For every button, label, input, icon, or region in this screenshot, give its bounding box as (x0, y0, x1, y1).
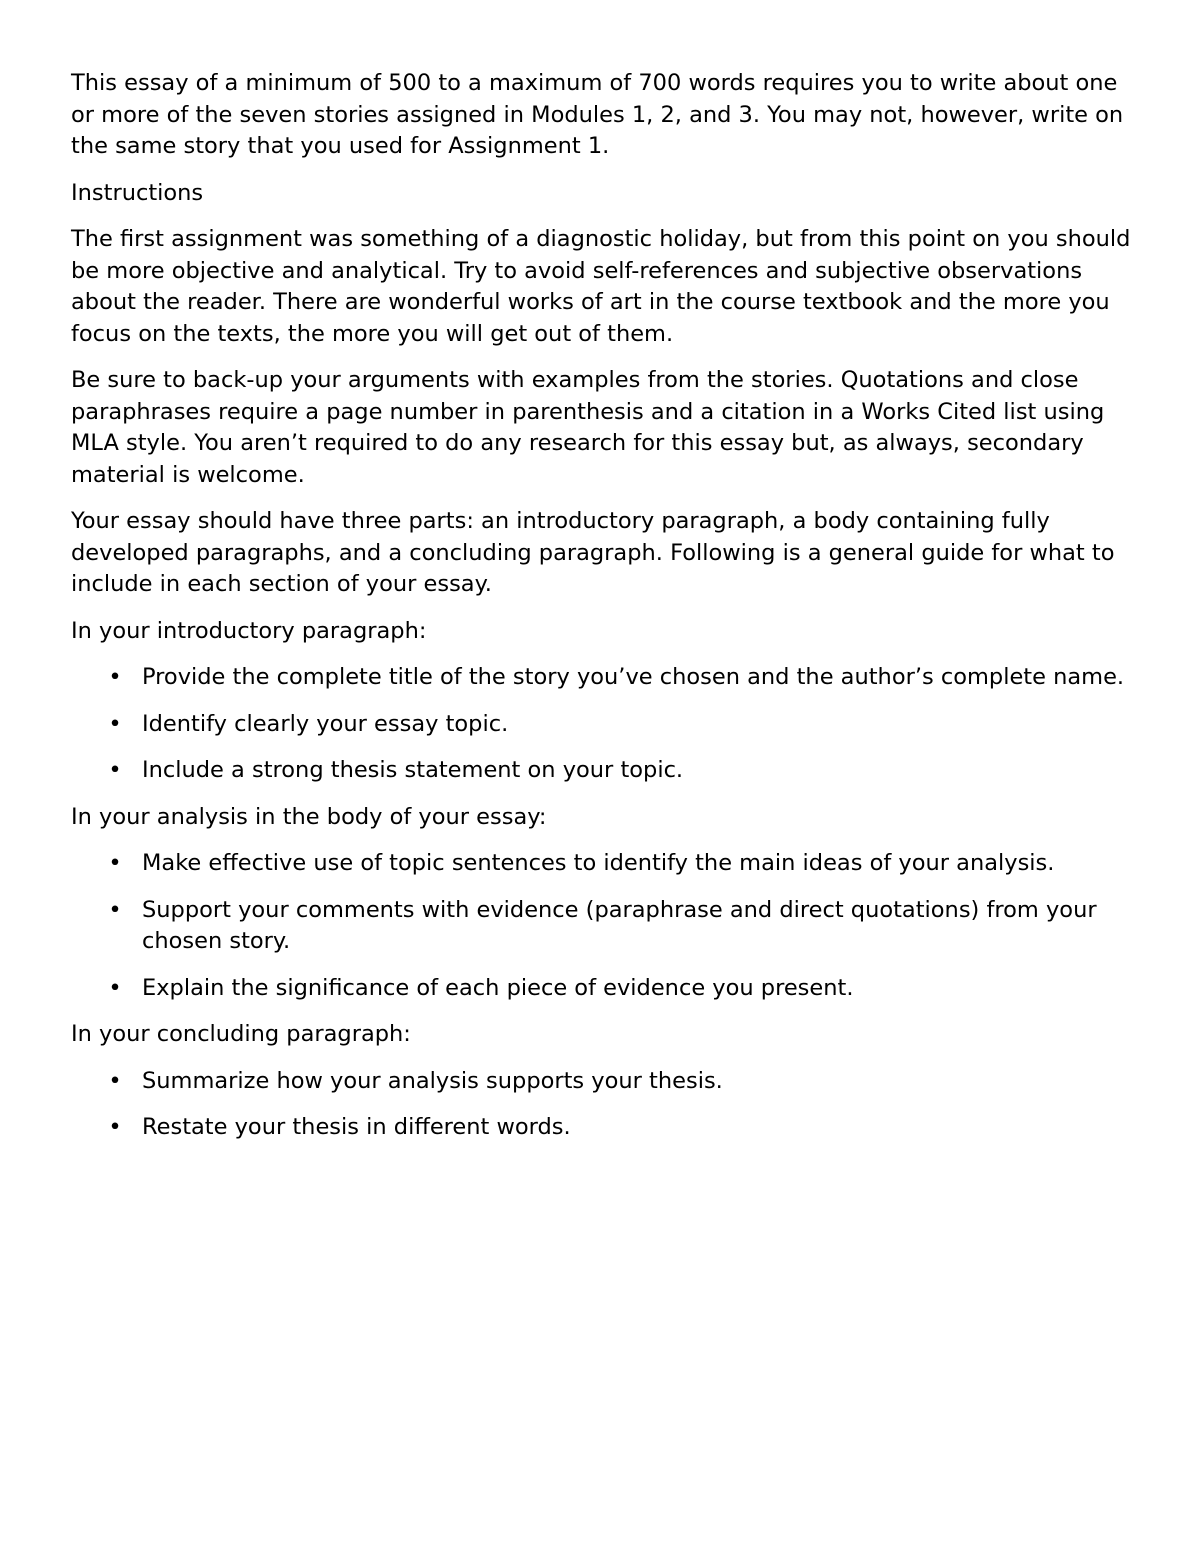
list-item-text: Restate your thesis in different words. (142, 1114, 571, 1140)
bullet-list-conclusion (71, 1066, 1141, 1144)
bullet-icon: • (108, 710, 122, 737)
list-item-text: Provide the complete title of the story you’ve chosen and the author’s complete name. (142, 664, 1125, 690)
list-item (71, 1112, 1141, 1144)
body-paragraph: Be sure to back-up your arguments with examples from the stories. Quotations and close paraphrases require a page number in parenthesis and a citation in a Works Cited list using MLA style. You aren’t required to do any research for this essay but, as always, secondary material is welcome. (71, 367, 1105, 488)
list-item-text: Make effective use of topic sentences to identify the main ideas of your analysis. (142, 850, 1055, 876)
list-item (71, 848, 1141, 880)
document-page (71, 68, 1141, 1159)
bullet-icon: • (108, 664, 122, 690)
bullet-icon: • (108, 757, 122, 783)
bullet-list-introduction (71, 662, 1141, 787)
list-item-text: Summarize how your analysis supports your thesis. (142, 1067, 723, 1094)
bullet-icon: • (108, 1067, 122, 1094)
list-item-text: Identify clearly your essay topic. (142, 710, 509, 737)
instructions-heading: Instructions (71, 179, 204, 206)
bullet-icon: • (108, 896, 122, 923)
list-item (71, 895, 1141, 958)
section-heading-introduction: In your introductory paragraph: (71, 617, 427, 644)
list-item (71, 755, 1141, 787)
list-item-text: Explain the significance of each piece of evidence you present. (142, 974, 854, 1001)
bullet-icon: • (108, 850, 122, 876)
list-item (71, 1066, 1141, 1098)
body-paragraph: Your essay should have three parts: an introductory paragraph, a body containing fully developed paragraphs, and a concluding paragraph. Following is a general guide for what to include in each section of your essay. (71, 508, 1115, 597)
section-heading-conclusion: In your concluding paragraph: (71, 1021, 411, 1047)
list-item-text: Include a strong thesis statement on your topic. (142, 757, 684, 783)
section-heading-body: In your analysis in the body of your essay: (71, 803, 547, 830)
intro-paragraph: This essay of a minimum of 500 to a maximum of 700 words requires you to write about one or more of the seven stories assigned in Modules 1, 2, and 3. You may not, however, write on the same story that you used for Assignment 1. (71, 70, 1124, 159)
list-item (71, 662, 1141, 694)
bullet-icon: • (108, 1114, 122, 1140)
bullet-icon: • (108, 974, 122, 1001)
list-item (71, 709, 1141, 741)
body-paragraph: The first assignment was something of a diagnostic holiday, but from this point on you should be more objective and analytical. Try to avoid self-references and subjective observations about the reader. There are wonderful works of art in the course textbook and the more you focus on the texts, the more you will get out of them. (71, 226, 1131, 347)
bullet-list-body (71, 848, 1141, 1004)
list-item-text: Support your comments with evidence (paraphrase and direct quotations) from your chosen story. (142, 896, 1097, 954)
list-item (71, 973, 1141, 1005)
